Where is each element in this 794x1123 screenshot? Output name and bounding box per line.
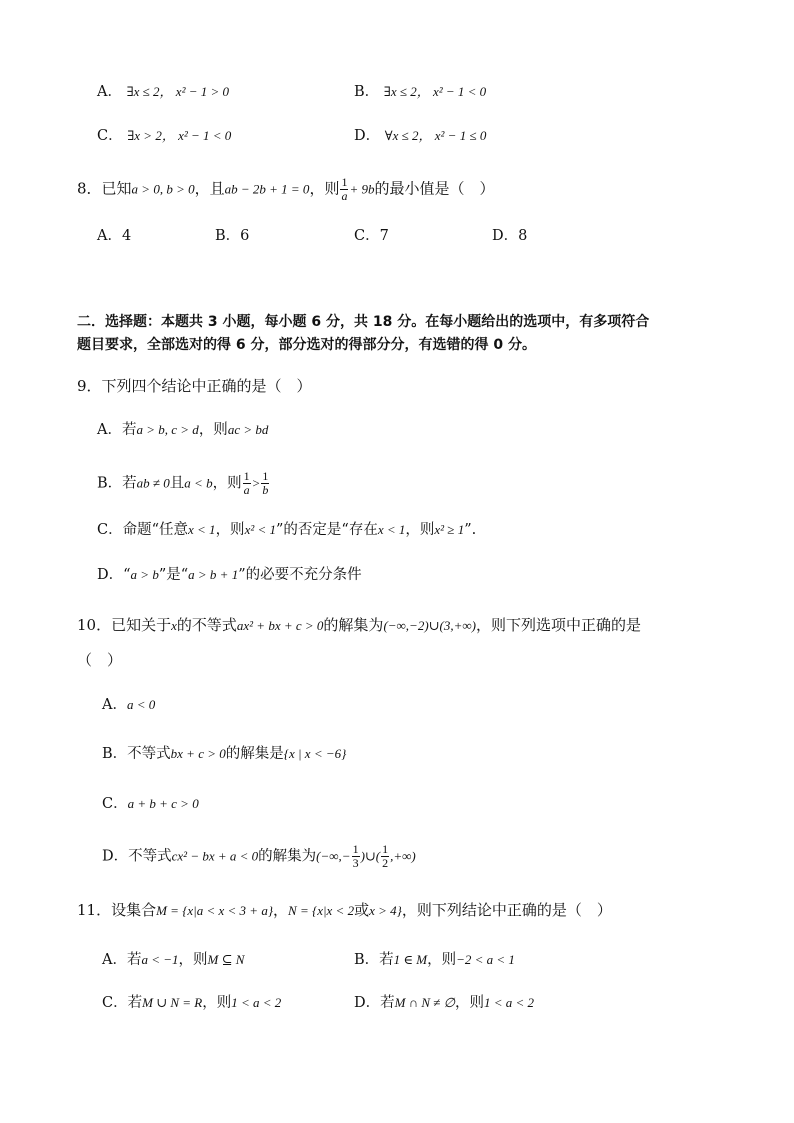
q9-option-d: D．“a > b”是“a > b + 1”的必要不充分条件 <box>97 567 362 583</box>
q7-option-a: A． ∃x ≤ 2， x² − 1 > 0 <box>97 84 230 100</box>
q11-stem: 11．设集合M = {x|a < x < 3 + a}，N = {x|x < 2或x > 4}，则下列结论中正确的是（ ） <box>77 901 612 919</box>
q10-option-a: A．a < 0 <box>102 697 156 713</box>
q7-option-c: C． ∃x > 2， x² − 1 < 0 <box>97 128 232 144</box>
q10-answer-paren: （ ） <box>77 651 123 669</box>
q10-option-d: D．不等式cx² − bx + a < 0的解集为(−∞,− $\frac{1}{3}$ )∪( $\frac{1}{2}$ ,+∞) <box>102 842 416 870</box>
q7-option-d: D． ∀x ≤ 2， x² − 1 ≤ 0 <box>354 128 487 144</box>
q10-option-c: C．a + b + c > 0 <box>102 796 199 812</box>
q7-option-b: B． ∃x ≤ 2， x² − 1 < 0 <box>354 84 487 100</box>
q9-stem: 9．下列四个结论中正确的是（ ） <box>77 377 312 395</box>
q8-stem: 8．已知a > 0, b > 0，且ab − 2b + 1 = 0，则 $\frac{1}{a}$ + 9b的最小值是（ ） <box>77 175 495 203</box>
q10-d-fraction-2: $\frac{1}{2}$ <box>382 842 389 870</box>
q11-option-c: C．若M ∪ N = R，则1 < a < 2 <box>102 995 282 1011</box>
q8-option-b: B．6 <box>215 228 250 244</box>
q10-option-b: B．不等式bx + c > 0的解集是{x | x < −6} <box>102 746 347 762</box>
q11-option-d: D．若M ∩ N ≠ ∅，则1 < a < 2 <box>354 995 535 1011</box>
q9-option-c: C．命题“任意x < 1，则x² < 1”的否定是“存在x < 1，则x² ≥ 1”. <box>97 522 477 538</box>
section2-heading-line2: 题目要求，全部选对的得 6 分，部分选对的得部分分，有选错的得 0 分。 <box>77 337 536 353</box>
q8-fraction: $\frac{1}{a}$ <box>341 175 348 203</box>
section2-heading-line1: 二．选择题：本题共 3 小题，每小题 6 分，共 18 分。在每小题给出的选项中，有多项符合 <box>77 314 650 330</box>
q8-option-d: D．8 <box>492 228 528 244</box>
q10-d-fraction-1: $\frac{1}{3}$ <box>352 842 359 870</box>
q8-option-c: C．7 <box>354 228 389 244</box>
q9-option-b: B．若ab ≠ 0且a < b，则 $\frac{1}{a}$ > $\frac{1}{b}$ <box>97 469 269 497</box>
q10-stem: 10．已知关于x的不等式ax² + bx + c > 0的解集为(−∞,−2)∪(3,+∞)，则下列选项中正确的是 <box>77 616 642 634</box>
q11-option-a: A．若a < −1，则M ⊆ N <box>102 952 245 968</box>
q9-b-fraction-2: $\frac{1}{b}$ <box>262 469 269 497</box>
q8-option-a: A．4 <box>97 228 132 244</box>
q9-option-a: A．若a > b, c > d，则ac > bd <box>97 422 269 438</box>
q9-b-fraction-1: $\frac{1}{a}$ <box>243 469 250 497</box>
q11-option-b: B．若1 ∈ M，则−2 < a < 1 <box>354 952 515 968</box>
